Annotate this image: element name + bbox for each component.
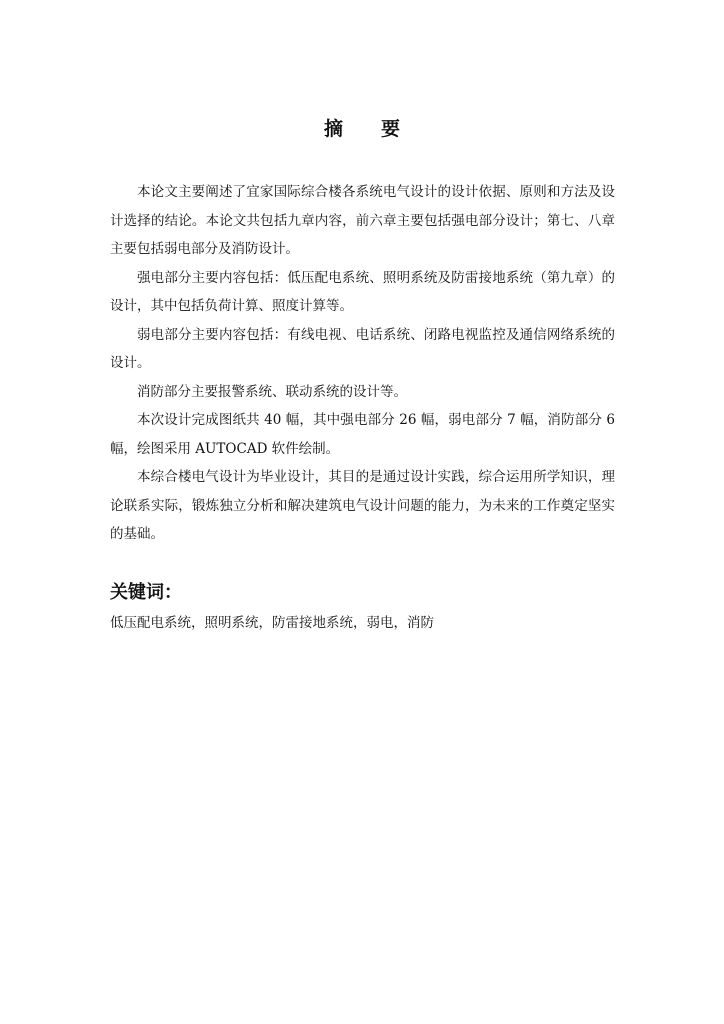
- keywords-heading: 关键词：: [110, 582, 182, 603]
- abstract-paragraph-2: 强电部分主要内容包括：低压配电系统、照明系统及防雷接地系统（第九章）的设计，其中包括负荷计算、照度计算等。: [110, 269, 615, 314]
- abstract-paragraph-5: 本次设计完成图纸共 40 幅，其中强电部分 26 幅，弱电部分 7 幅，消防部分 6 幅，绘图采用 AUTOCAD 软件绘制。: [110, 412, 615, 457]
- abstract-paragraph-4: 消防部分主要报警系统、联动系统的设计等。: [137, 383, 407, 400]
- keywords-list: 低压配电系统，照明系统，防雷接地系统，弱电，消防: [110, 615, 434, 631]
- abstract-paragraph-6: 本综合楼电气设计为毕业设计，其目的是通过设计实践，综合运用所学知识，理论联系实际，锻炼独立分析和解决建筑电气设计问题的能力，为未来的工作奠定坚实的基础。: [110, 469, 615, 542]
- abstract-title: 摘 要: [323, 118, 400, 140]
- abstract-paragraph-3: 弱电部分主要内容包括：有线电视、电话系统、闭路电视监控及通信网络系统的设计。: [110, 326, 615, 371]
- abstract-paragraph-1: 本论文主要阐述了宜家国际综合楼各系统电气设计的设计依据、原则和方法及设计选择的结论。本论文共包括九章内容，前六章主要包括强电部分设计；第七、八章主要包括弱电部分及消防设计。: [110, 184, 615, 257]
- abstract-body: [110, 178, 615, 549]
